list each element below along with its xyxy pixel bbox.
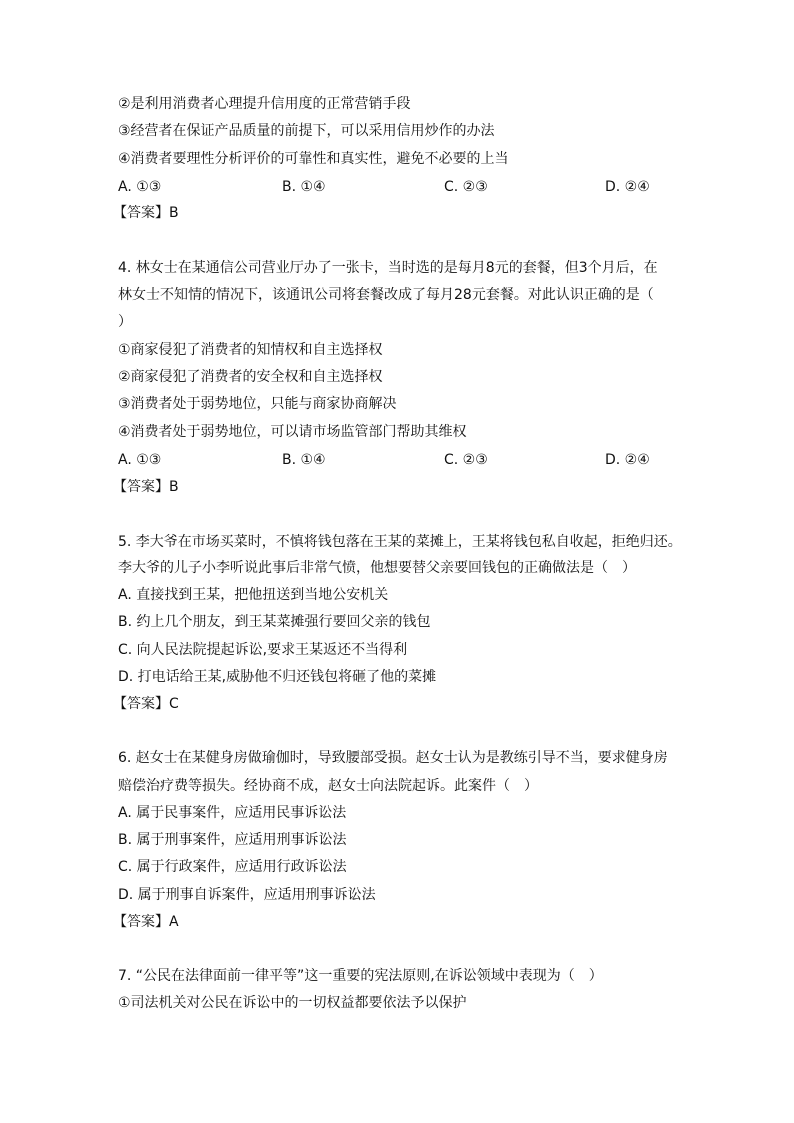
option-a: A. 属于民事案件，应适用民事诉讼法 xyxy=(118,805,347,821)
option-b: B. 约上几个朋友，到王某菜摊强行要回父亲的钱包 xyxy=(118,614,431,630)
option-d: D. 打电话给王某,威胁他不归还钱包将砸了他的菜摊 xyxy=(118,669,437,685)
answer: 【答案】B xyxy=(113,205,179,221)
question-stem: 6. 赵女士在某健身房做瑜伽时，导致腰部受损。赵女士认为是教练引导不当，要求健身房 xyxy=(118,750,668,766)
option-b: B. ①④ xyxy=(282,452,326,468)
statement: ②是利用消费者心理提升信用度的正常营销手段 xyxy=(118,96,411,112)
question-stem: 赔偿治疗费等损失。经协商不成，赵女士向法院起诉。此案件（ ） xyxy=(118,778,538,794)
option-c: C. 属于行政案件，应适用行政诉讼法 xyxy=(118,859,347,875)
answer: 【答案】C xyxy=(113,696,179,712)
option-b: B. 属于刑事案件，应适用刑事诉讼法 xyxy=(118,832,347,848)
option-c: C. ②③ xyxy=(444,452,488,468)
statement: ④消费者要理性分析评价的可靠性和真实性，避免不必要的上当 xyxy=(118,151,509,167)
option-c: C. 向人民法院提起诉讼,要求王某返还不当得利 xyxy=(118,642,408,658)
option-b: B. ①④ xyxy=(282,179,326,195)
statement: ③消费者处于弱势地位，只能与商家协商解决 xyxy=(118,396,397,412)
question-stem: ） xyxy=(118,314,132,330)
option-d: D. ②④ xyxy=(605,452,650,468)
option-a: A. 直接找到王某，把他扭送到当地公安机关 xyxy=(118,587,389,603)
statement: ③经营者在保证产品质量的前提下，可以采用信用炒作的办法 xyxy=(118,123,495,139)
question-stem: 4. 林女士在某通信公司营业厅办了一张卡，当时选的是每月8元的套餐，但3个月后，在 xyxy=(118,260,658,276)
question-stem: 李大爷的儿子小李听说此事后非常气愤，他想要替父亲要回钱包的正确做法是（ ） xyxy=(118,560,636,576)
question-stem: 5. 李大爷在市场买菜时，不慎将钱包落在王某的菜摊上，王某将钱包私自收起，拒绝归还。 xyxy=(118,534,682,550)
statement: ①商家侵犯了消费者的知情权和自主选择权 xyxy=(118,342,383,358)
statement: ①司法机关对公民在诉讼中的一切权益都要依法予以保护 xyxy=(118,995,467,1011)
option-a: A. ①③ xyxy=(118,452,162,468)
statement: ②商家侵犯了消费者的安全权和自主选择权 xyxy=(118,369,383,385)
statement: ④消费者处于弱势地位，可以请市场监管部门帮助其维权 xyxy=(118,424,467,440)
option-a: A. ①③ xyxy=(118,179,162,195)
option-c: C. ②③ xyxy=(444,179,488,195)
question-stem: 林女士不知情的情况下，该通讯公司将套餐改成了每月28元套餐。对此认识正确的是（ xyxy=(118,287,654,303)
question-stem: 7. “公民在法律面前一律平等”这一重要的宪法原则,在诉讼领域中表现为（ ） xyxy=(118,968,603,984)
option-d: D. 属于刑事自诉案件，应适用刑事诉讼法 xyxy=(118,887,376,903)
answer: 【答案】A xyxy=(113,914,179,930)
option-d: D. ②④ xyxy=(605,179,650,195)
answer: 【答案】B xyxy=(113,479,179,495)
